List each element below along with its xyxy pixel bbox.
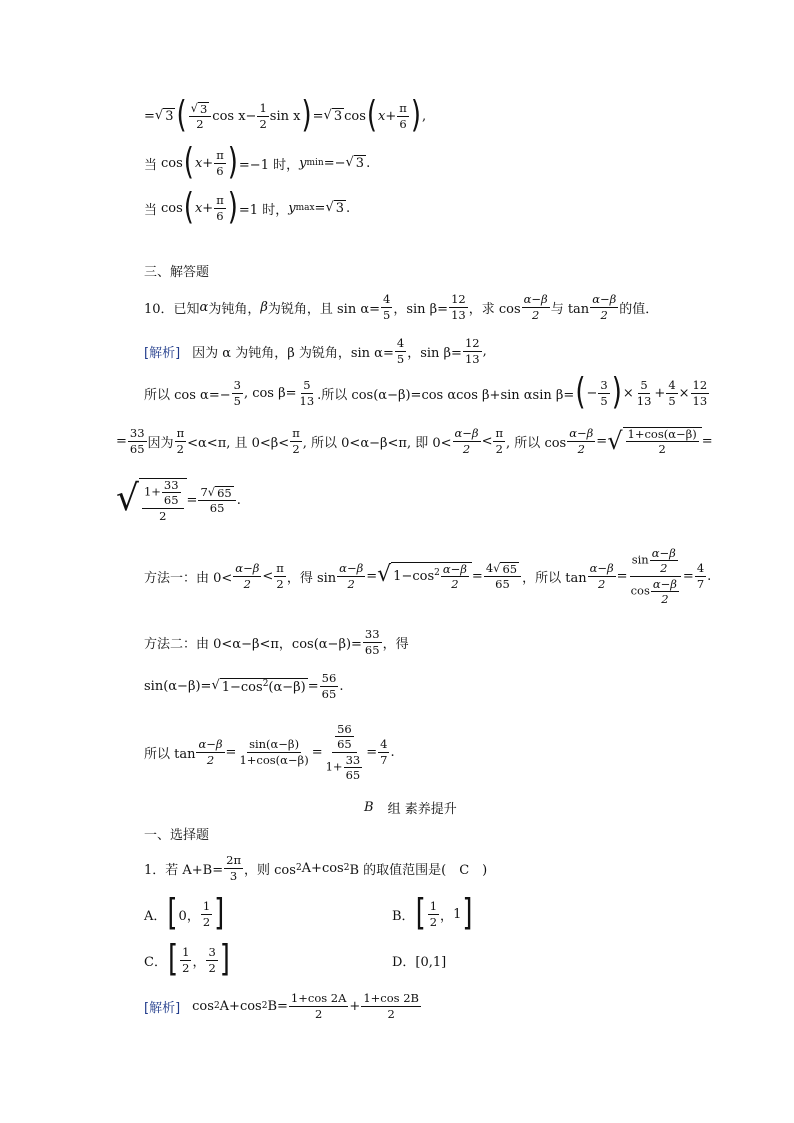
sqrt-expression: √ $\frac{1+\cos(\alpha-\beta)}{2}$ bbox=[607, 427, 702, 455]
text: 因为 α 为钝角，β 为锐角，sin α= bbox=[192, 345, 394, 361]
text: . bbox=[707, 568, 712, 584]
text: = bbox=[314, 200, 326, 216]
eq-sign: = bbox=[144, 108, 155, 124]
text: = bbox=[116, 433, 127, 449]
group-title: 组 素养提升 bbox=[387, 801, 457, 817]
frac-12-13: $\frac{12}{13}$ bbox=[451, 292, 466, 322]
paren-open: ( bbox=[183, 187, 194, 229]
analysis-label: [解析] bbox=[144, 345, 181, 361]
paren-open: ( bbox=[366, 95, 378, 137]
text: x+ bbox=[378, 108, 397, 124]
frac-5-13: $\frac{5}{13}$ bbox=[636, 378, 652, 408]
paren-close: ) bbox=[611, 372, 622, 414]
section-heading: 一、选择题 bbox=[144, 827, 210, 843]
text: = bbox=[596, 433, 608, 449]
line-l3 bbox=[116, 470, 241, 530]
text: , cos β= bbox=[243, 385, 297, 401]
frac-pi-2: $\frac{\pi}{2}$ bbox=[495, 426, 504, 456]
frac-33-65: $\frac{33}{65}$ bbox=[129, 426, 145, 456]
text: A+cos bbox=[219, 998, 262, 1014]
text: − bbox=[245, 108, 257, 124]
frac-4-5: $\frac{4}{5}$ bbox=[668, 378, 676, 408]
text: =−1 时， bbox=[238, 157, 300, 173]
subscript: max bbox=[295, 203, 315, 213]
text: + bbox=[349, 998, 361, 1014]
sqrt-expression: √ 1+ $\frac{33}{65}$ 2 bbox=[116, 478, 187, 521]
text: =1 时， bbox=[238, 202, 289, 218]
frac-amb-2: $\frac{\alpha-\beta}{2}$ bbox=[454, 426, 479, 456]
paren-open: ( bbox=[183, 142, 194, 184]
frac-1-2: $\frac{1}{2}$ bbox=[259, 101, 267, 131]
analysis-label: [解析] bbox=[144, 1000, 181, 1016]
frac-4-7: $\frac{4}{7}$ bbox=[696, 561, 705, 591]
text: < bbox=[481, 433, 493, 449]
text: 所以 cos α=− bbox=[144, 387, 231, 403]
text: β bbox=[260, 299, 268, 315]
frac-2pi-3: $\frac{2\pi}{3}$ bbox=[226, 853, 242, 883]
text: , bbox=[421, 108, 427, 124]
bracket-close: ] bbox=[219, 939, 230, 981]
frac-amb-2: $\frac{\alpha-\beta}{2}$ bbox=[592, 292, 617, 322]
text: = bbox=[366, 744, 378, 760]
method-2-line-2 bbox=[144, 668, 343, 704]
text: 方法二：由 0<α−β<π，cos(α−β)= bbox=[144, 636, 362, 652]
frac-1-2: $\frac{1}{2}$ bbox=[202, 899, 211, 929]
frac-compound: $\frac{56}{65}$ 1+ $\frac{33}{65}$ bbox=[325, 722, 361, 782]
text: 1．若 A+B= bbox=[144, 862, 224, 878]
frac-5-13: $\frac{5}{13}$ bbox=[299, 378, 315, 408]
paren-close: ) bbox=[410, 95, 421, 137]
text: .所以 cos(α−β)=cos αcos β+sin αsin β= bbox=[317, 387, 575, 403]
line-1 bbox=[144, 95, 427, 137]
text: . bbox=[339, 678, 344, 694]
text: . bbox=[236, 492, 241, 508]
frac-1-2: $\frac{1}{2}$ bbox=[429, 899, 438, 929]
method-2 bbox=[144, 624, 409, 660]
text: sin(α−β)= bbox=[144, 678, 212, 694]
frac-amb-2: $\frac{\alpha-\beta}{2}$ bbox=[339, 561, 364, 591]
text: =− bbox=[323, 155, 346, 171]
frac-7sqrt65-65: 7 √ 65 65 bbox=[198, 486, 235, 514]
paren-open: ( bbox=[176, 95, 187, 137]
option-letter: A． bbox=[144, 908, 167, 924]
line-l1 bbox=[144, 374, 710, 412]
subscript: min bbox=[306, 158, 324, 168]
frac-3-5: $\frac{3}{5}$ bbox=[600, 378, 608, 408]
frac-pi-2: $\frac{\pi}{2}$ bbox=[276, 561, 284, 591]
text: cos bbox=[192, 998, 214, 1014]
text: x+ bbox=[194, 155, 214, 171]
option-b[interactable]: B． [ $\frac{1}{2}$ ， 1 ] bbox=[392, 893, 473, 935]
text: <α<π, 且 0<β< bbox=[187, 435, 290, 451]
text: 1 bbox=[453, 906, 462, 922]
text: = bbox=[311, 744, 323, 760]
text: ，得 bbox=[382, 636, 409, 652]
sqrt-expression: √ $1-\cos^2(\alpha-\beta)$ bbox=[211, 677, 306, 695]
section-title-1 bbox=[144, 824, 209, 842]
text: = bbox=[186, 492, 198, 508]
text: = bbox=[225, 744, 237, 760]
text: . bbox=[390, 744, 395, 760]
frac-amb-2: $\frac{\alpha-\beta}{2}$ bbox=[235, 561, 260, 591]
text: cos bbox=[344, 108, 366, 124]
text: + bbox=[654, 385, 666, 401]
option-c[interactable]: C． [ $\frac{1}{2}$ ， $\frac{3}{2}$ ] bbox=[144, 939, 230, 981]
text: 10．已知 bbox=[144, 301, 200, 317]
frac-sqrt3-over-2: √ 3 2 bbox=[189, 102, 212, 130]
text: = bbox=[307, 678, 319, 694]
line-3 bbox=[144, 187, 351, 229]
text: × bbox=[622, 385, 634, 401]
frac-1pluscos2b-2: $\frac{1+\cos 2B}{2}$ bbox=[363, 991, 419, 1021]
text: ，sin β= bbox=[407, 345, 462, 361]
sqrt3: √ 3 bbox=[323, 108, 343, 124]
text: = bbox=[366, 568, 378, 584]
question-1: 1．若 A+B= $\frac{2\pi}{3}$ ，则 cos 2 A+cos 2 B 的取值范围是( C ) bbox=[144, 853, 488, 883]
text: − bbox=[586, 385, 598, 401]
text: 因为 bbox=[147, 435, 174, 451]
paren-close: ) bbox=[227, 142, 238, 184]
text: 为钝角， bbox=[208, 301, 261, 317]
text: ，求 cos bbox=[468, 301, 521, 317]
frac-1-2: $\frac{1}{2}$ bbox=[182, 945, 190, 975]
frac-4-5: $\frac{4}{5}$ bbox=[396, 336, 405, 366]
bracket-open: [ bbox=[167, 939, 179, 981]
text: 为锐角，且 sin α= bbox=[267, 301, 380, 317]
text: B= bbox=[267, 998, 288, 1014]
text: B 的取值范围是( C ) bbox=[349, 862, 488, 878]
group-b-heading bbox=[364, 797, 457, 817]
line-2 bbox=[144, 142, 371, 184]
frac-1pluscos2a-2: $\frac{1+\cos 2A}{2}$ bbox=[290, 991, 347, 1021]
sqrt3: √ 3 bbox=[154, 108, 174, 124]
frac-3-2: $\frac{3}{2}$ bbox=[208, 945, 216, 975]
text: x+ bbox=[194, 200, 214, 216]
frac-4sqrt65-65: 4 √ 65 65 bbox=[484, 562, 521, 590]
text: α bbox=[199, 299, 209, 315]
frac-4-7: $\frac{4}{7}$ bbox=[380, 737, 388, 767]
text: , 所以 0<α−β<π, 即 0< bbox=[302, 435, 452, 451]
frac-12-13: $\frac{12}{13}$ bbox=[464, 336, 480, 366]
paren-close: ) bbox=[301, 95, 312, 137]
text: < bbox=[262, 568, 274, 584]
frac-56-65: $\frac{56}{65}$ bbox=[321, 671, 337, 701]
text: ，sin β= bbox=[393, 301, 449, 317]
text: , 所以 cos bbox=[506, 435, 567, 451]
section-title-3 bbox=[144, 261, 209, 279]
sqrt-expression: √ $1-\cos^2$ $\frac{\alpha-\beta}{2}$ bbox=[377, 562, 472, 590]
text: ，则 cos bbox=[244, 862, 296, 878]
option-letter: C． bbox=[144, 954, 167, 970]
text: cos bbox=[161, 155, 183, 171]
option-d[interactable] bbox=[392, 950, 446, 970]
frac-pi-2: $\frac{\pi}{2}$ bbox=[292, 426, 300, 456]
text: . bbox=[366, 155, 371, 171]
text: 0， bbox=[178, 908, 200, 924]
method-2-line-3 bbox=[144, 712, 395, 792]
option-text: D．[0,1] bbox=[392, 954, 447, 970]
text: ，所以 tan bbox=[522, 570, 587, 586]
text: 与 tan bbox=[550, 301, 590, 317]
frac-pi-6: $\frac{\pi}{6}$ bbox=[216, 148, 224, 178]
frac-amb-2: $\frac{\alpha-\beta}{2}$ bbox=[198, 737, 223, 767]
text: 当 bbox=[144, 202, 158, 218]
sqrt3: √ 3 bbox=[325, 200, 345, 216]
paren-close: ) bbox=[227, 187, 238, 229]
frac-sin-over-1pluscos: $\frac{\sin(\alpha-\beta)}{1+\cos(\alpha-\beta)}$ bbox=[239, 737, 309, 767]
y-var: y bbox=[299, 155, 307, 171]
frac-33-65: $\frac{33}{65}$ bbox=[364, 627, 380, 657]
bracket-close: ] bbox=[214, 893, 225, 935]
option-a[interactable] bbox=[144, 893, 225, 935]
text: cos bbox=[161, 200, 183, 216]
bracket-open: [ bbox=[167, 893, 178, 935]
text: = bbox=[701, 433, 713, 449]
frac-pi-2: $\frac{\pi}{2}$ bbox=[176, 426, 185, 456]
text: = bbox=[682, 568, 694, 584]
eq-sign: = bbox=[312, 108, 324, 124]
line-l2 bbox=[116, 420, 713, 462]
analysis-1 bbox=[144, 334, 487, 368]
section-heading: 三、解答题 bbox=[144, 264, 210, 280]
text: 方法一：由 0< bbox=[144, 570, 233, 586]
paren-open: ( bbox=[575, 372, 586, 414]
frac-4-5: $\frac{4}{5}$ bbox=[383, 292, 391, 322]
text: , bbox=[482, 343, 487, 359]
bracket-open: [ bbox=[415, 893, 426, 935]
sqrt3: √ 3 bbox=[345, 155, 365, 171]
frac-sin-over-cos: sin $\frac{\alpha-\beta}{2}$ cos $\frac{\alpha-\beta}{2}$ bbox=[629, 547, 682, 604]
text: 当 bbox=[144, 157, 158, 173]
analysis-2: [解析] cos 2 A+cos 2 B= $\frac{1+\cos 2A}{2}$ + $\frac{1+\cos 2B}{2}$ bbox=[144, 991, 419, 1021]
text: 的值． bbox=[619, 301, 659, 317]
option-letter: B． bbox=[392, 908, 415, 924]
text: ，得 sin bbox=[286, 570, 337, 586]
question-10 bbox=[144, 290, 658, 324]
text: 所以 tan bbox=[144, 746, 196, 762]
frac-pi-6: $\frac{\pi}{6}$ bbox=[216, 193, 224, 223]
frac-12-13: $\frac{12}{13}$ bbox=[692, 378, 708, 408]
text: = bbox=[616, 568, 628, 584]
frac-amb-2: $\frac{\alpha-\beta}{2}$ bbox=[589, 561, 614, 591]
y-var: y bbox=[288, 200, 296, 216]
text: = bbox=[471, 568, 483, 584]
text: × bbox=[678, 385, 690, 401]
frac-amb-2: $\frac{\alpha-\beta}{2}$ bbox=[569, 426, 594, 456]
text: . bbox=[346, 200, 351, 216]
text: cos x bbox=[212, 108, 246, 124]
text: A+cos bbox=[301, 860, 344, 876]
frac-3-5: $\frac{3}{5}$ bbox=[233, 378, 241, 408]
frac-pi-6: $\frac{\pi}{6}$ bbox=[399, 101, 407, 131]
group-letter: B bbox=[364, 799, 374, 815]
frac-amb-2: $\frac{\alpha-\beta}{2}$ bbox=[523, 292, 548, 322]
bracket-close: ] bbox=[462, 893, 473, 935]
text: sin x bbox=[269, 108, 301, 124]
method-1 bbox=[144, 540, 711, 612]
